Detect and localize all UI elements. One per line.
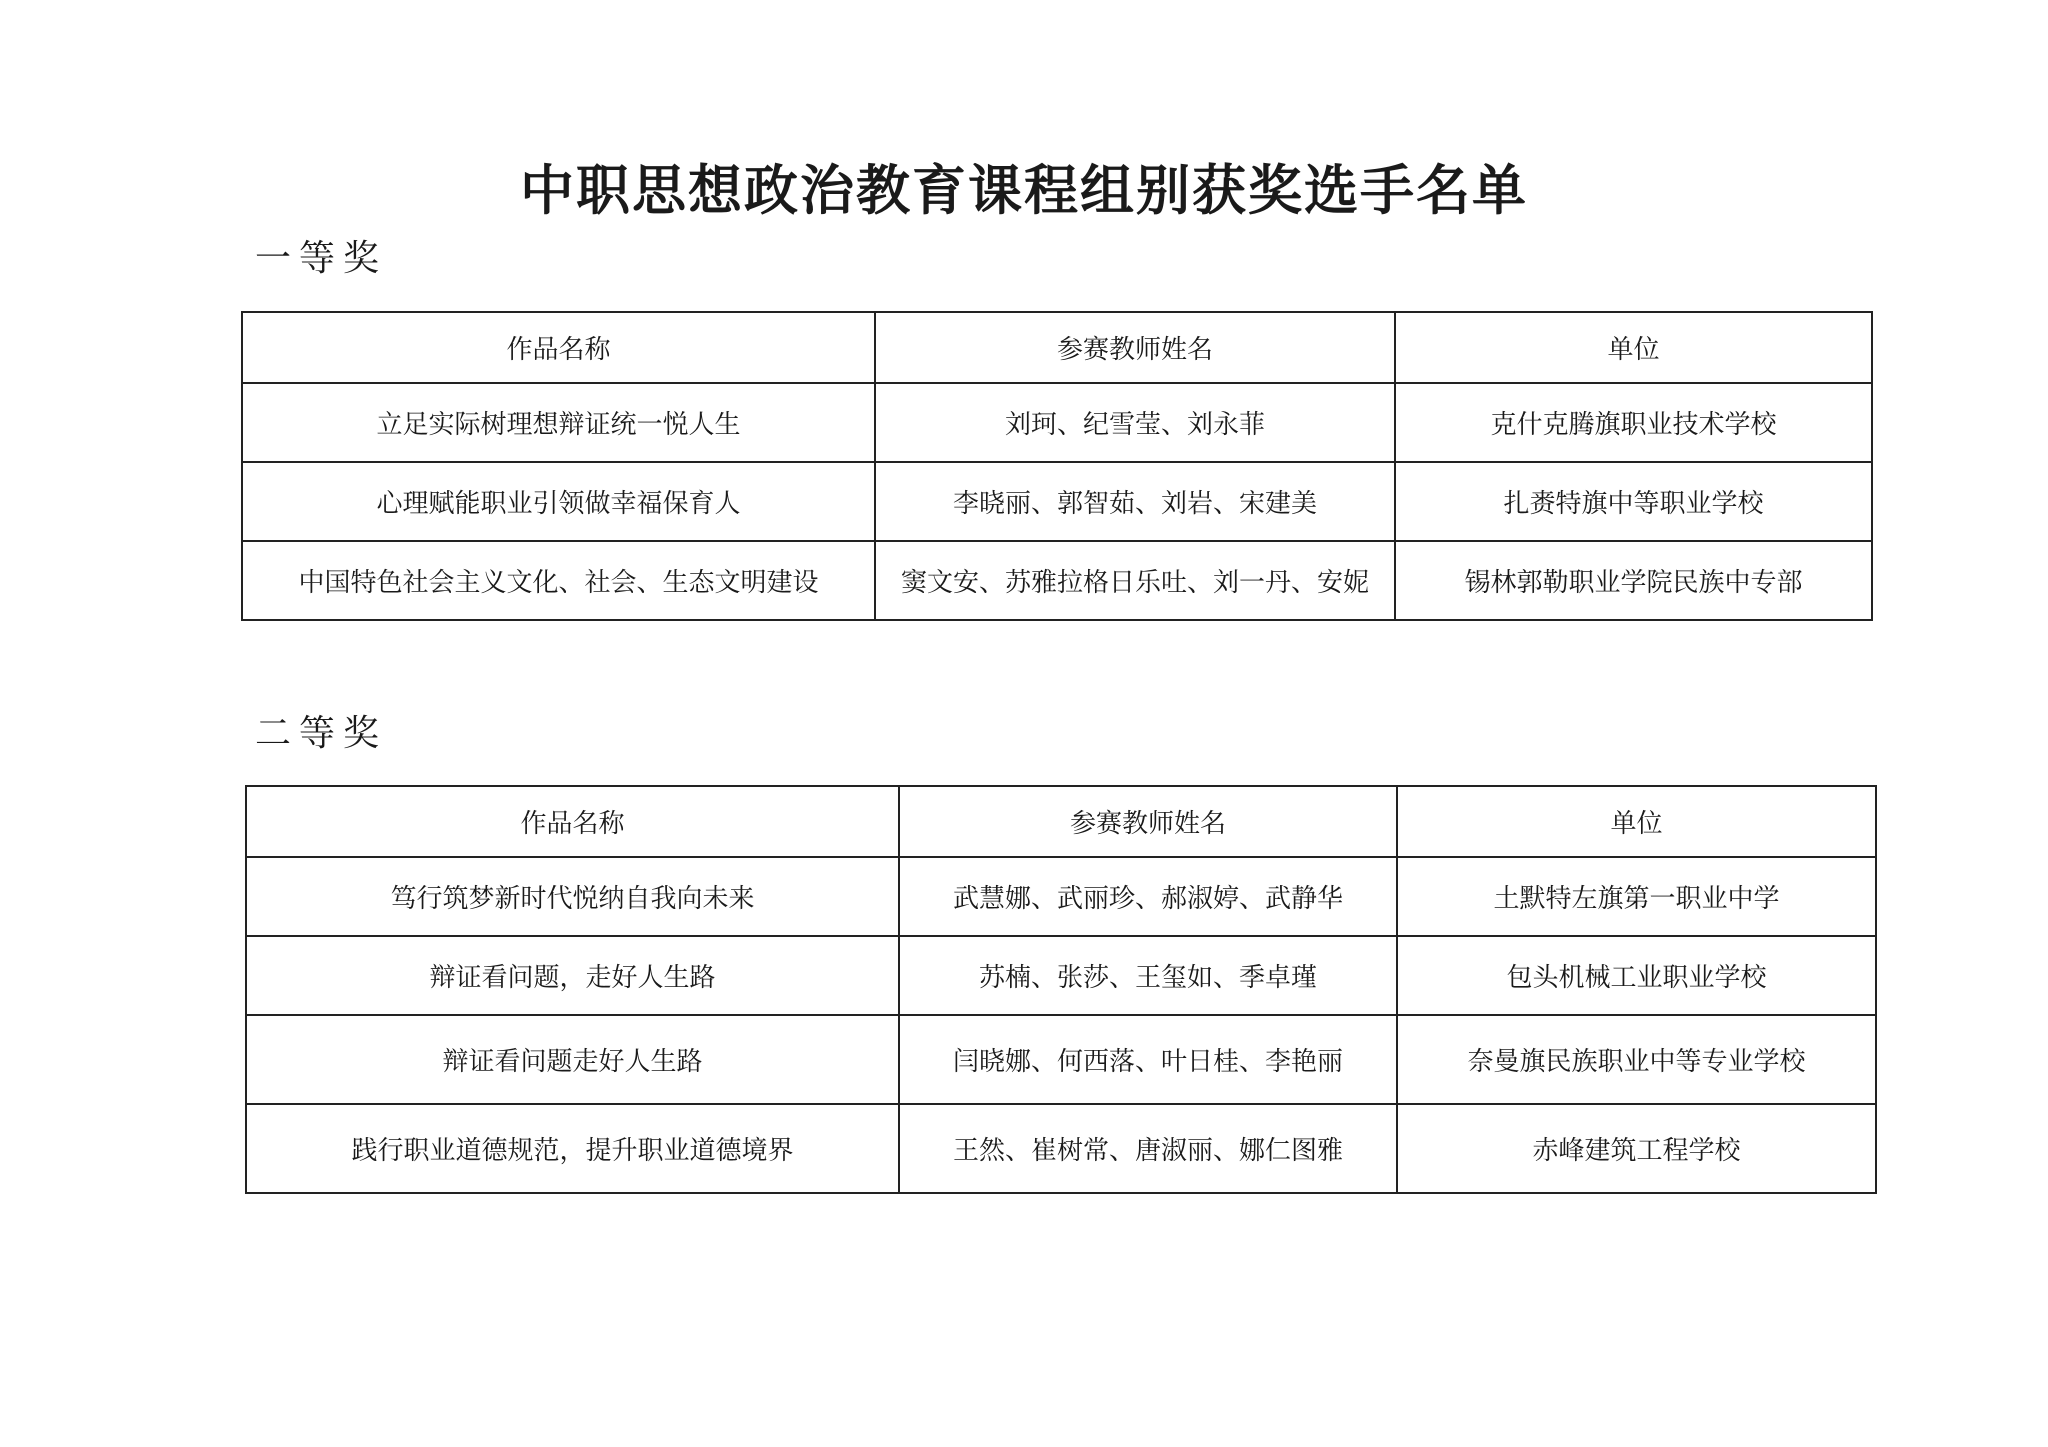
table-header-row [242,312,1872,383]
table-header-row [246,786,1876,857]
section-heading-first-prize: 一等奖 [255,238,388,279]
school-cell: 扎赉特旗中等职业学校 [1395,462,1872,541]
table-row [246,936,1876,1015]
teachers-cell: 李晓丽、郭智茹、刘岩、宋建美 [875,462,1395,541]
school-cell: 锡林郭勒职业学院民族中专部 [1395,541,1872,620]
table-row [246,857,1876,936]
work-title-cell: 辩证看问题走好人生路 [246,1015,899,1104]
school-cell: 克什克腾旗职业技术学校 [1395,383,1872,462]
section-heading-second-prize: 二等奖 [255,713,388,754]
work-title-cell: 心理赋能职业引领做幸福保育人 [242,462,875,541]
first-prize-table [241,311,1873,621]
column-header-teachers: 参赛教师姓名 [875,312,1395,383]
work-title-cell: 辩证看问题，走好人生路 [246,936,899,1015]
second-prize-table [245,785,1877,1194]
teachers-cell: 闫晓娜、何西落、叶日桂、李艳丽 [899,1015,1397,1104]
column-header-work-title: 作品名称 [246,786,899,857]
table-row [246,1015,1876,1104]
table-row [242,541,1872,620]
school-cell: 土默特左旗第一职业中学 [1397,857,1876,936]
work-title-cell: 中国特色社会主义文化、社会、生态文明建设 [242,541,875,620]
teachers-cell: 苏楠、张莎、王玺如、季卓瑾 [899,936,1397,1015]
table-row [246,1104,1876,1193]
school-cell: 包头机械工业职业学校 [1397,936,1876,1015]
table-row [242,383,1872,462]
school-cell: 奈曼旗民族职业中等专业学校 [1397,1015,1876,1104]
page-title: 中职思想政治教育课程组别获奖选手名单 [520,158,1528,222]
teachers-cell: 武慧娜、武丽珍、郝淑婷、武静华 [899,857,1397,936]
teachers-cell: 王然、崔树常、唐淑丽、娜仁图雅 [899,1104,1397,1193]
teachers-cell: 窦文安、苏雅拉格日乐吐、刘一丹、安妮 [875,541,1395,620]
table-row [242,462,1872,541]
school-cell: 赤峰建筑工程学校 [1397,1104,1876,1193]
teachers-cell: 刘珂、纪雪莹、刘永菲 [875,383,1395,462]
column-header-school: 单位 [1397,786,1876,857]
column-header-work-title: 作品名称 [242,312,875,383]
column-header-teachers: 参赛教师姓名 [899,786,1397,857]
work-title-cell: 践行职业道德规范，提升职业道德境界 [246,1104,899,1193]
column-header-school: 单位 [1395,312,1872,383]
work-title-cell: 立足实际树理想辩证统一悦人生 [242,383,875,462]
work-title-cell: 笃行筑梦新时代悦纳自我向未来 [246,857,899,936]
